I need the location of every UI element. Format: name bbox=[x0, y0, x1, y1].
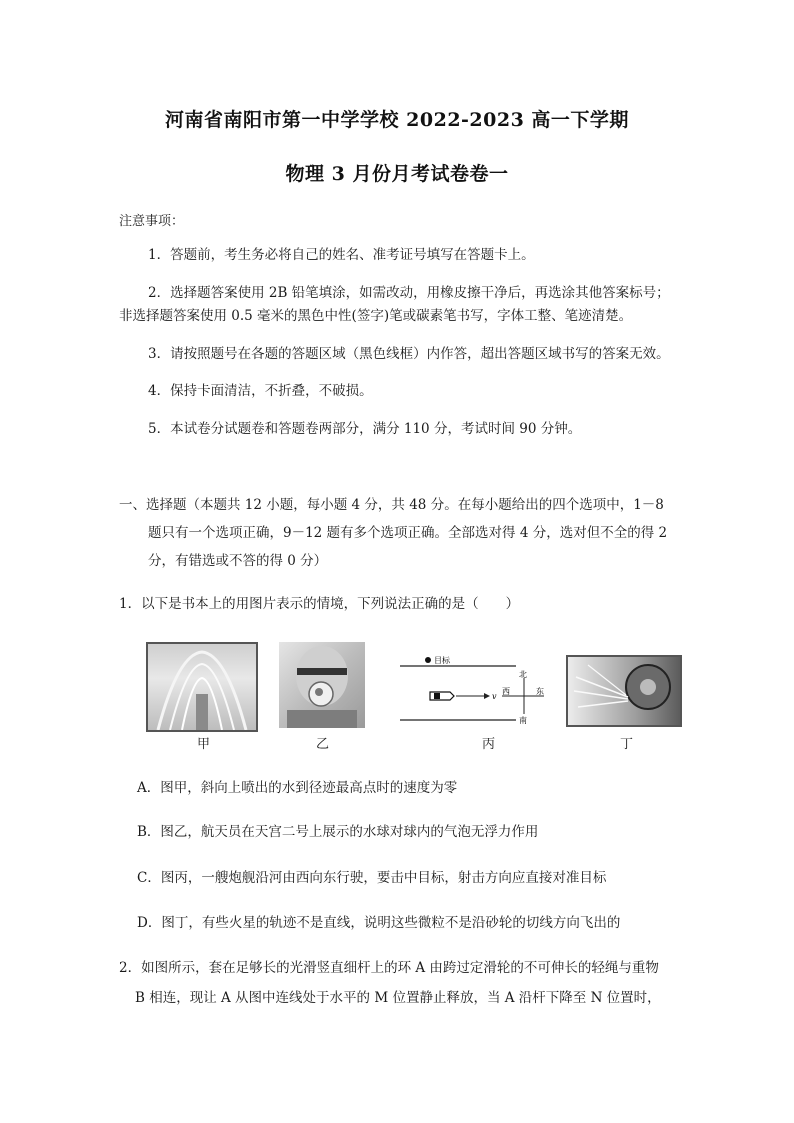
figure-bing-boat-diagram bbox=[398, 652, 558, 728]
title-line-2: 物理 3 月份月考试卷卷一 bbox=[285, 163, 509, 185]
notice-heading: 注意事项： bbox=[119, 214, 185, 229]
south-label: 南 bbox=[519, 716, 527, 725]
notice-item-2-cont: 非选择题答案使用 0.5 毫米的黑色中性(签字)笔或碳素笔书写，字体工整、笔迹清楚。 bbox=[119, 308, 633, 324]
option-d: D．图丁，有些火星的轨迹不是直线，说明这些微粒不是沿砂轮的切线方向飞出的 bbox=[137, 915, 621, 931]
section-heading-cont-2: 分，有错选或不答的得 0 分） bbox=[148, 553, 328, 569]
option-a: A．图甲，斜向上喷出的水到径迹最高点时的速度为零 bbox=[137, 780, 458, 796]
option-c: C．图丙，一艘炮舰沿河由西向东行驶，要击中目标，射击方向应直接对准目标 bbox=[137, 870, 607, 886]
notice-item-1: 1．答题前，考生务必将自己的姓名、准考证号填写在答题卡上。 bbox=[148, 247, 535, 263]
target-label: 目标 bbox=[434, 656, 450, 665]
figure-caption-ding: 丁 bbox=[620, 737, 634, 752]
notice-item-5: 5．本试卷分试题卷和答题卷两部分，满分 110 分，考试时间 90 分钟。 bbox=[148, 421, 582, 437]
section-heading-cont-1: 题只有一个选项正确，9－12 题有多个选项正确。全部选对得 4 分，选对但不全的得 2 bbox=[148, 525, 668, 541]
notice-item-2: 2．选择题答案使用 2B 铅笔填涂，如需改动，用橡皮擦干净后，再选涂其他答案标号； bbox=[148, 285, 670, 301]
question-1-stem: 1．以下是书本上的用图片表示的情境，下列说法正确的是（ ） bbox=[119, 596, 520, 612]
notice-item-4: 4．保持卡面清洁，不折叠，不破损。 bbox=[148, 383, 373, 399]
east-label: 东 bbox=[536, 687, 544, 696]
figure-caption-bing: 丙 bbox=[482, 737, 496, 752]
svg-text:v: v bbox=[492, 692, 497, 701]
north-label: 北 bbox=[519, 670, 527, 679]
figure-jia-fountain-photo bbox=[146, 642, 258, 732]
figure-caption-yi: 乙 bbox=[316, 737, 330, 752]
figure-ding-grinding-wheel-photo bbox=[566, 655, 682, 727]
figure-caption-jia: 甲 bbox=[197, 737, 211, 752]
notice-item-3: 3．请按照题号在各题的答题区域（黑色线框）内作答，超出答题区域书写的答案无效。 bbox=[148, 346, 670, 362]
question-2-stem-cont: B 相连，现让 A 从图中连线处于水平的 M 位置静止释放，当 A 沿杆下降至 N 位置时， bbox=[135, 990, 661, 1006]
section-heading: 一、选择题（本题共 12 小题，每小题 4 分，共 48 分。在每小题给出的四个选项中，1－8 bbox=[119, 497, 664, 513]
option-b: B．图乙，航天员在天宫二号上展示的水球对球内的气泡无浮力作用 bbox=[137, 824, 539, 840]
title-line-1: 河南省南阳市第一中学学校 2022-2023 高一下学期 bbox=[165, 109, 629, 131]
west-label: 西 bbox=[502, 687, 510, 696]
figure-yi-astronaut-photo bbox=[279, 642, 365, 728]
question-2-stem: 2．如图所示，套在足够长的光滑竖直细杆上的环 A 由跨过定滑轮的不可伸长的轻绳与重物 bbox=[119, 960, 659, 976]
